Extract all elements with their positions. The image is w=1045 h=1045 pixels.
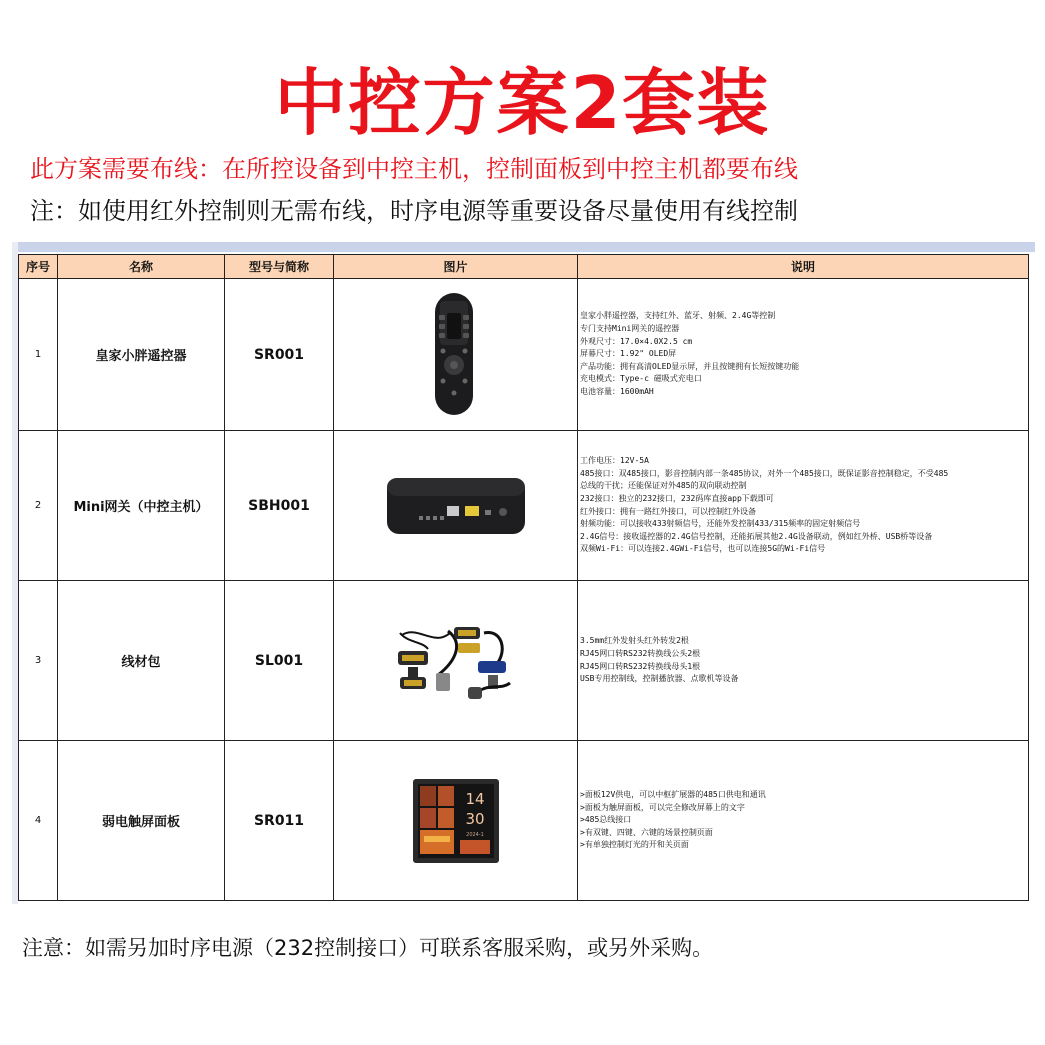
description-line: 皇家小胖遥控器，支持红外、蓝牙、射频、2.4G等控制 bbox=[580, 311, 776, 321]
touch-panel-icon bbox=[412, 778, 500, 864]
product-model: SR001 bbox=[225, 279, 334, 431]
footer-note: 注意：如需另加时序电源（232控制接口）可联系客服采购，或另外采购。 bbox=[22, 936, 714, 960]
description-line: 专门支持Mini网关的遥控器 bbox=[580, 324, 680, 334]
description-line: >有单独控制灯光的开和关页面 bbox=[580, 840, 689, 850]
description-line: >485总线接口 bbox=[580, 815, 632, 825]
description-line: >有双键、四键、六键的场景控制页面 bbox=[580, 827, 713, 837]
product-table bbox=[18, 254, 1029, 901]
row-index: 4 bbox=[19, 741, 58, 901]
cable-pack-icon bbox=[398, 621, 514, 701]
row-index: 1 bbox=[19, 279, 58, 431]
product-model: SL001 bbox=[225, 581, 334, 741]
description-line: 3.5mm红外发射头红外转发2根 bbox=[580, 636, 689, 646]
product-name: 弱电触屏面板 bbox=[58, 741, 225, 901]
product-model: SBH001 bbox=[225, 431, 334, 581]
product-image-cell bbox=[334, 431, 578, 581]
sheet-header-strip bbox=[12, 242, 1035, 252]
table-row bbox=[19, 431, 1029, 581]
description-line: 射频功能：可以接收433射频信号，还能外发控制433/315频率的固定射频信号 bbox=[580, 519, 861, 529]
description-line: 2.4G信号：接收遥控器的2.4G信号控制，还能拓展其他2.4G设备联动，例如红外桥、USB桥等设备 bbox=[580, 531, 933, 541]
description-line: 充电模式：Type-c 磁吸式充电口 bbox=[580, 374, 702, 384]
description-line: 双频Wi-Fi：可以连接2.4GWi-Fi信号，也可以连接5G的Wi-Fi信号 bbox=[580, 544, 826, 554]
header-image: 图片 bbox=[334, 255, 578, 279]
product-model: SR011 bbox=[225, 741, 334, 901]
description-line: 红外接口：拥有一路红外接口，可以控制红外设备 bbox=[580, 506, 756, 516]
description-line: 232接口：独立的232接口，232码库直接app下载即可 bbox=[580, 493, 774, 503]
product-description bbox=[578, 279, 1029, 431]
table-header-row bbox=[19, 255, 1029, 279]
description-line: USB专用控制线，控制播放器、点歌机等设备 bbox=[580, 674, 739, 684]
description-line: 产品功能：拥有高清OLED显示屏，并且按键拥有长短按键功能 bbox=[580, 361, 800, 371]
description-line: >面板12V供电，可以中枢扩展器的485口供电和通讯 bbox=[580, 790, 766, 800]
header-name: 名称 bbox=[58, 255, 225, 279]
product-name: 线材包 bbox=[58, 581, 225, 741]
gateway-box-icon bbox=[385, 472, 527, 540]
product-image-cell bbox=[334, 581, 578, 741]
header-model: 型号与简称 bbox=[225, 255, 334, 279]
wiring-requirement-note: 此方案需要布线：在所控设备到中控主机，控制面板到中控主机都要布线 bbox=[30, 155, 798, 183]
page-title: 中控方案2套装 bbox=[274, 61, 771, 145]
infrared-note: 注：如使用红外控制则无需布线，时序电源等重要设备尽量使用有线控制 bbox=[30, 197, 798, 225]
product-description bbox=[578, 581, 1029, 741]
description-line: RJ45网口转RS232转换线公头2根 bbox=[580, 648, 701, 658]
product-image-cell bbox=[334, 741, 578, 901]
description-line: >面板为触屏面板，可以完全修改屏幕上的文字 bbox=[580, 802, 745, 812]
description-line: 外观尺寸：17.0×4.0X2.5 cm bbox=[580, 336, 693, 346]
remote-control-icon bbox=[431, 291, 481, 419]
product-description bbox=[578, 431, 1029, 581]
description-line: 总线的干扰；还能保证对外485的双向联动控制 bbox=[580, 481, 747, 491]
panel-clock-hour: 14 bbox=[464, 789, 485, 808]
table-row bbox=[19, 581, 1029, 741]
description-line: RJ45网口转RS232转换线母头1根 bbox=[580, 661, 701, 671]
panel-clock-minute: 30 bbox=[464, 809, 485, 828]
description-line: 屏幕尺寸：1.92" OLED屏 bbox=[580, 349, 677, 359]
product-image-cell bbox=[334, 279, 578, 431]
header-description: 说明 bbox=[578, 255, 1029, 279]
product-name: 皇家小胖遥控器 bbox=[58, 279, 225, 431]
description-line: 电池容量：1600mAH bbox=[580, 386, 654, 396]
product-name: Mini网关（中控主机） bbox=[58, 431, 225, 581]
row-index: 2 bbox=[19, 431, 58, 581]
product-description bbox=[578, 741, 1029, 901]
description-line: 工作电压：12V-5A bbox=[580, 456, 649, 466]
table-row bbox=[19, 741, 1029, 901]
panel-date: 2024-1 bbox=[465, 831, 484, 838]
description-line: 485接口：双485接口，影音控制内部一条485协议，对外一个485接口，既保证影音控制稳定，不受485 bbox=[580, 468, 949, 478]
row-index: 3 bbox=[19, 581, 58, 741]
table-row bbox=[19, 279, 1029, 431]
header-index: 序号 bbox=[19, 255, 58, 279]
